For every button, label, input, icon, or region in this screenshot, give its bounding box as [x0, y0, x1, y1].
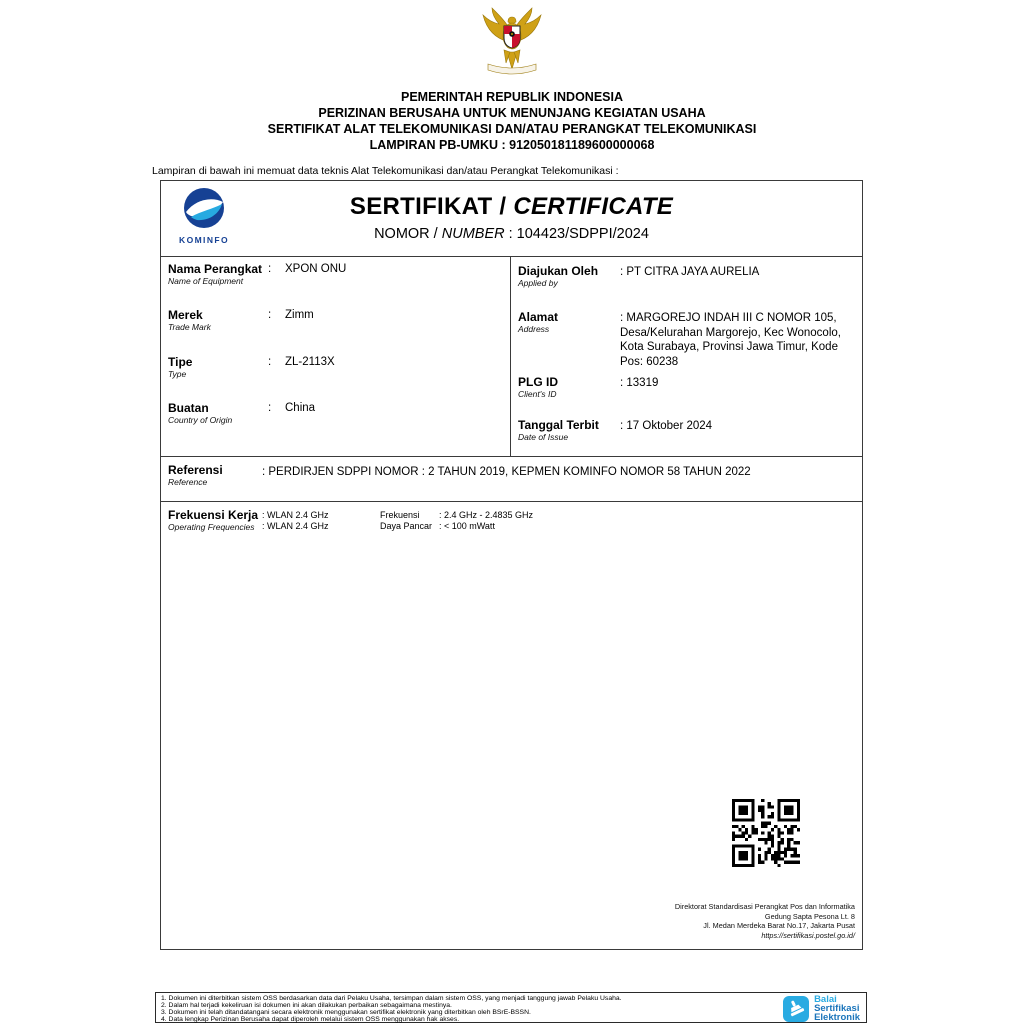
qr-code-icon: [732, 799, 800, 867]
issuer-line-2: Gedung Sapta Pesona Lt. 8: [764, 911, 855, 921]
kominfo-logo: [173, 187, 235, 245]
footnote-list: [156, 993, 866, 1023]
field-value: : 13319: [620, 377, 659, 389]
field-label-group: [168, 263, 266, 286]
issuer-line-1: Direktorat Standardisasi Perangkat Pos dan Informatika: [674, 902, 855, 911]
bsre-text-line-3: Elektronik: [814, 1012, 860, 1023]
field-label-group: [518, 419, 616, 442]
field-sublabel: Type: [168, 369, 187, 379]
frequency-detail-label: Frekuensi: [380, 510, 420, 520]
frequency-band: : WLAN 2.4 GHz: [262, 510, 329, 520]
footnote: 1. Dokumen ini diterbitkan sistem OSS berdasarkan data dari Pelaku Usaha, tersimpan dalam sistem OSS, yang menjadi tanggung jawab Pelaku Usaha.: [161, 995, 622, 1002]
intro-text: Lampiran di bawah ini memuat data teknis Alat Telekomunikasi dan/atau Perangkat Telekomunikasi :: [152, 165, 619, 177]
field-label-group: [518, 265, 616, 288]
reference-section: [161, 457, 862, 502]
bsre-text-line-2: Sertifikasi: [814, 1003, 860, 1014]
field-value: Zimm: [285, 309, 314, 321]
field-value: XPON ONU: [285, 263, 347, 275]
field-sublabel: Trade Mark: [168, 322, 211, 332]
bsre-logo: [783, 995, 860, 1022]
field-label: Buatan: [168, 401, 209, 415]
field-colon: :: [268, 402, 272, 414]
field-sublabel: Country of Origin: [168, 415, 233, 425]
field-label: Diajukan Oleh: [518, 264, 599, 278]
frequency-detail-value: : < 100 mWatt: [439, 521, 495, 531]
field-value: : MARGOREJO INDAH III C NOMOR 105, Desa/Kelurahan Margorejo, Kec Wonocolo, Kota Surabaya, Provinsi Jawa Timur, Kode Pos: 60238: [620, 312, 841, 368]
field-sublabel: Applied by: [518, 278, 558, 288]
field-value: : PT CITRA JAYA AURELIA: [620, 266, 760, 278]
garuda-icon: [480, 6, 544, 78]
field-sublabel: Name of Equipment: [168, 276, 244, 286]
header-line-3: SERTIFIKAT ALAT TELEKOMUNIKASI DAN/ATAU PERANGKAT TELEKOMUNIKASI: [267, 122, 757, 136]
reference-value: : PERDIRJEN SDPPI NOMOR : 2 TAHUN 2019, KEPMEN KOMINFO NOMOR 58 TAHUN 2022: [262, 466, 751, 478]
reference-label: Referensi: [168, 463, 223, 477]
field-label: Tanggal Terbit: [518, 418, 599, 432]
bsre-text-line-1: Balai: [814, 994, 837, 1005]
bsre-logo-text: [814, 995, 860, 1022]
footnote: 3. Dokumen ini telah ditandatangani secara elektronik menggunakan sertifikat elektronik yang diterbitkan oleh BSrE-BSSN.: [161, 1009, 531, 1016]
title-en: CERTIFICATE: [513, 193, 674, 220]
footer-notes: [155, 992, 867, 1023]
kominfo-logo-icon: [183, 187, 225, 229]
issuer-url: https://sertifikasi.postel.go.id/: [761, 930, 855, 940]
issuer-line-3: Jl. Medan Merdeka Barat No.17, Jakarta Pusat: [703, 921, 855, 931]
title-separator: /: [499, 193, 507, 220]
field-value: ZL-2113X: [285, 356, 335, 368]
bsre-stamp-icon: [783, 996, 809, 1022]
field-label: PLG ID: [518, 375, 559, 389]
footnote: 4. Data lengkap Perizinan Berusaha dapat diperoleh melalui sistem OSS menggunakan hak akses.: [161, 1016, 460, 1023]
certificate-title: [161, 181, 862, 221]
field-label: Merek: [168, 308, 203, 322]
frequency-sublabel: Operating Frequencies: [168, 522, 255, 532]
field-label-group: [518, 311, 616, 334]
number-label-en: NUMBER: [441, 226, 505, 242]
applicant-section: [511, 257, 862, 456]
details-columns: [161, 257, 862, 457]
field-colon: :: [268, 263, 272, 275]
issuer-address: [675, 902, 855, 940]
footnote: 2. Dalam hal terjadi kekeliruan isi dokumen ini akan dilakukan perbaikan sebagaimana mestinya.: [161, 1002, 452, 1009]
kominfo-logo-text: KOMINFO: [179, 235, 229, 245]
number-value: : 104423/SDPPI/2024: [508, 226, 649, 242]
title-id: SERTIFIKAT: [349, 193, 493, 220]
frequency-detail-label: Daya Pancar: [380, 521, 433, 531]
garuda-pancasila-emblem: [480, 6, 544, 83]
certificate-body: [160, 180, 863, 950]
certificate-number: [161, 226, 862, 242]
field-label-group: [168, 356, 266, 379]
field-label: Tipe: [168, 355, 193, 369]
field-sublabel: Address: [518, 324, 550, 334]
frequency-band: : WLAN 2.4 GHz: [262, 521, 329, 531]
reference-label-group: [168, 464, 266, 487]
number-label-id: NOMOR /: [374, 226, 438, 242]
certificate-header: [161, 181, 862, 257]
field-label: Nama Perangkat: [168, 262, 263, 276]
equipment-section: [161, 257, 511, 456]
field-value: : 17 Oktober 2024: [620, 420, 713, 432]
government-header: [0, 89, 1024, 153]
frequency-label: Frekuensi Kerja: [168, 508, 259, 522]
field-sublabel: Date of Issue: [518, 432, 569, 442]
frequency-bands: [262, 510, 329, 532]
field-value: China: [285, 402, 316, 414]
header-line-1: PEMERINTAH REPUBLIK INDONESIA: [400, 90, 623, 104]
field-label-group: [168, 309, 266, 332]
field-sublabel: Client's ID: [518, 389, 557, 399]
field-label-group: [518, 376, 616, 399]
qr-code: [732, 799, 800, 867]
header-line-4: LAMPIRAN PB-UMKU : 912050181189600000068: [369, 138, 655, 152]
reference-sublabel: Reference: [168, 477, 208, 487]
field-colon: :: [268, 309, 272, 321]
field-label: Alamat: [518, 310, 559, 324]
field-label-group: [168, 402, 266, 425]
frequency-detail-value: : 2.4 GHz - 2.4835 GHz: [439, 510, 534, 520]
header-line-2: PERIZINAN BERUSAHA UNTUK MENUNJANG KEGIATAN USAHA: [318, 106, 706, 120]
frequency-section: [161, 502, 862, 948]
field-colon: :: [268, 356, 272, 368]
